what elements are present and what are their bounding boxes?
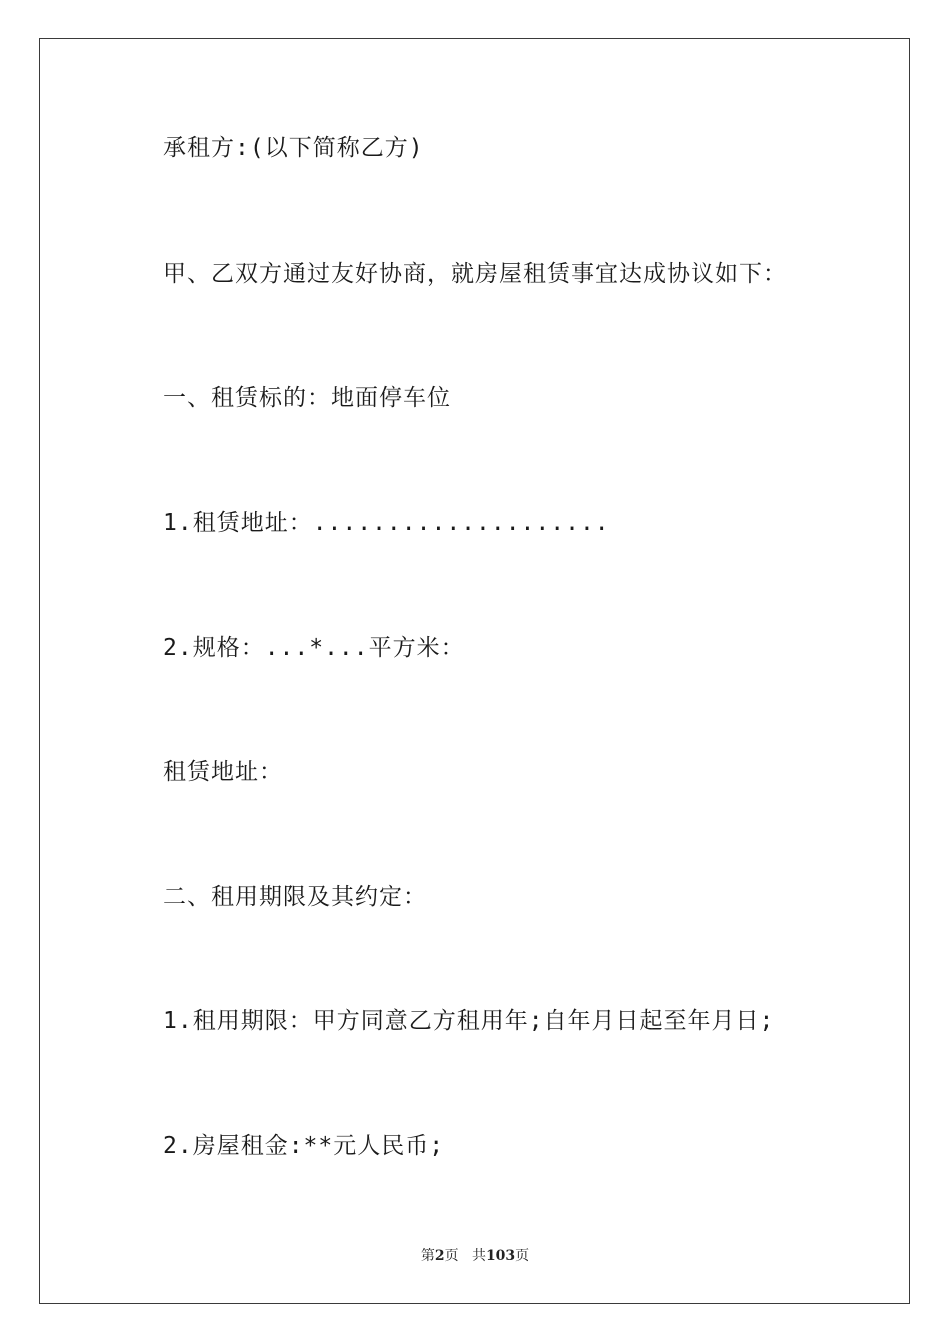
paragraph-lease-period: 1.租用期限：甲方同意乙方租用年;自年月日起至年月日;: [163, 1008, 775, 1034]
paragraph-specification: 2.规格：...*...平方米：: [163, 635, 465, 661]
paragraph-lease-address: 1.租赁地址：....................: [163, 510, 610, 536]
paragraph-agreement-intro: 甲、乙双方通过友好协商，就房屋租赁事宜达成协议如下：: [163, 261, 787, 287]
section-heading-lease-object: 一、租赁标的：地面停车位: [163, 385, 451, 411]
footer-page-prefix: 第: [420, 1248, 435, 1264]
footer-total-suffix: 页: [515, 1248, 530, 1264]
footer-page-current: 2: [434, 1248, 445, 1264]
document-body: [163, 0, 863, 1250]
paragraph-rent: 2.房屋租金:**元人民币;: [163, 1133, 445, 1159]
section-heading-lease-term: 二、租用期限及其约定：: [163, 884, 427, 910]
paragraph-lease-address-2: 租赁地址：: [163, 759, 283, 785]
page-footer: [0, 1245, 950, 1265]
paragraph-lessee: 承租方:(以下简称乙方): [163, 135, 424, 161]
footer-page-suffix: 页: [444, 1248, 459, 1264]
footer-total-prefix: 共: [471, 1248, 486, 1264]
footer-page-total: 103: [485, 1248, 516, 1264]
